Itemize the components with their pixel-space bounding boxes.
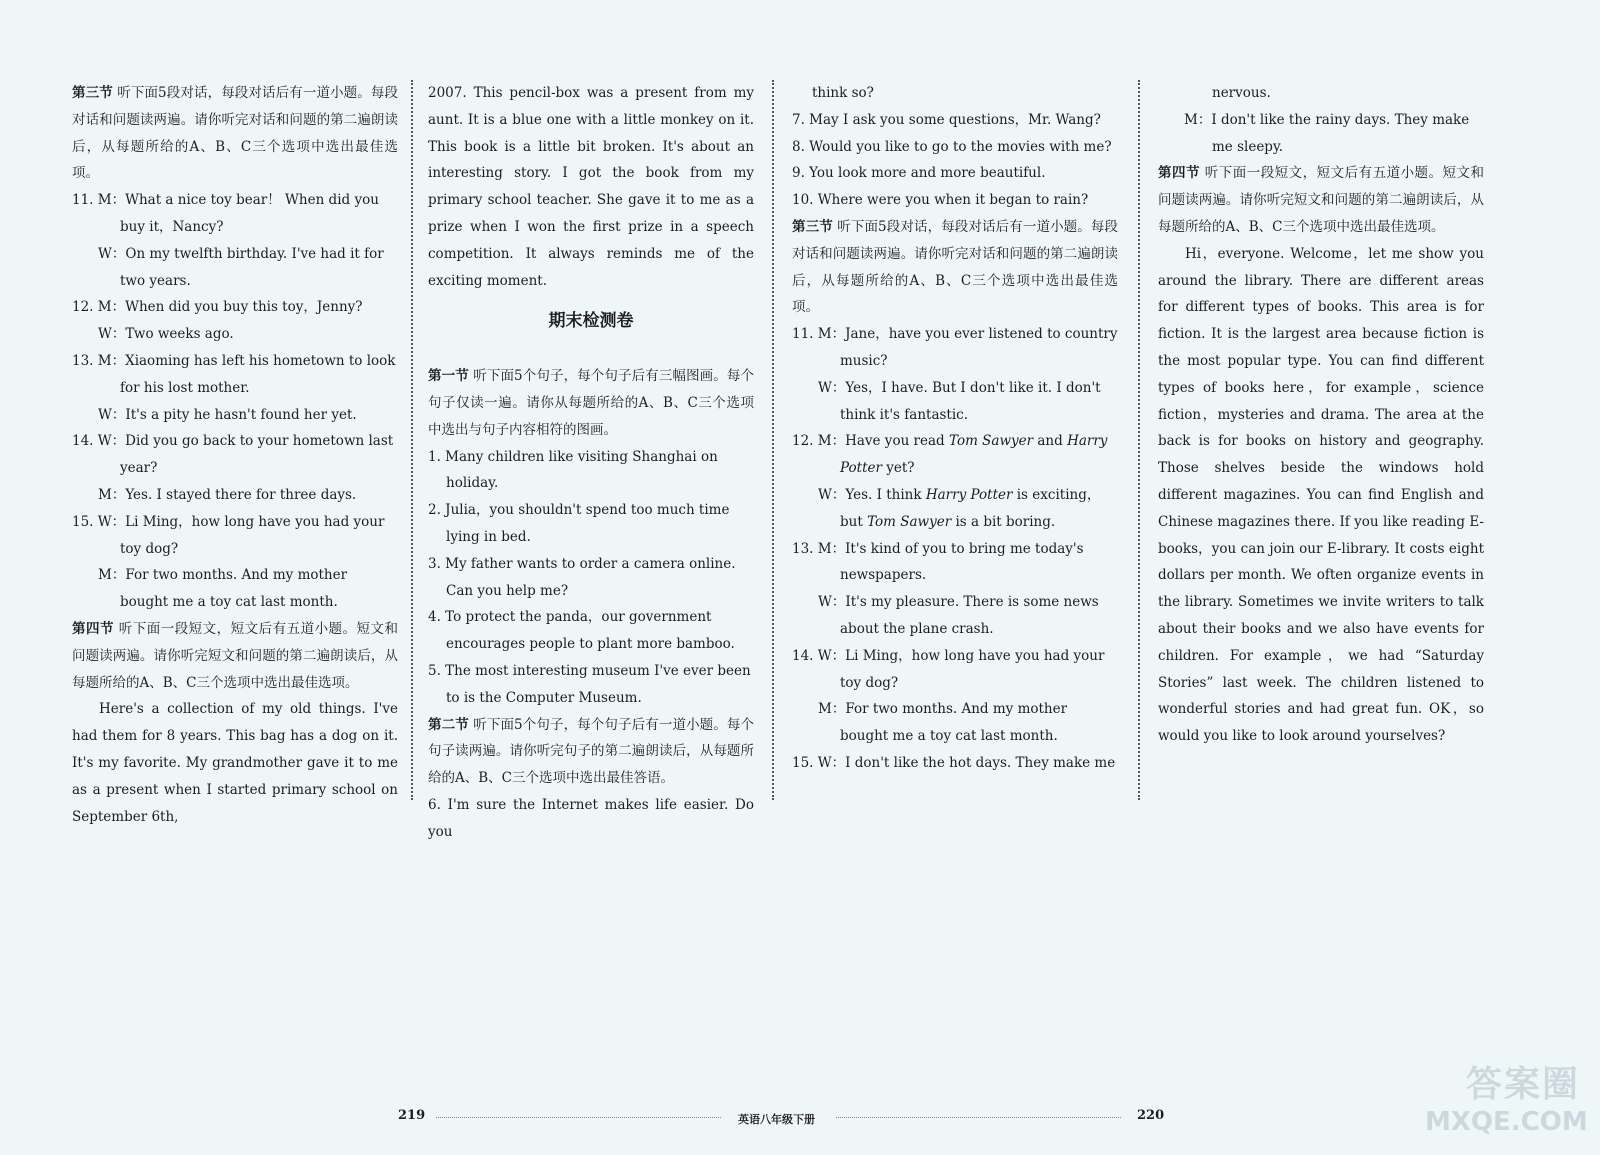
column-divider xyxy=(772,80,774,800)
section-heading: 第四节 xyxy=(1158,165,1200,182)
dialog-line: 11. M：Jane，have you ever listened to country music? xyxy=(792,326,1118,369)
column-4 xyxy=(1158,80,1484,750)
book-title: Harry Potter xyxy=(840,433,1108,477)
sentence-item: 2. Julia，you shouldn't spend too much time lying in bed. xyxy=(428,502,730,545)
dialog-line: 15. W：I don't like the hot days. They make me xyxy=(792,754,1116,771)
dialog-line: 13. M：It's kind of you to bring me today's newspapers. xyxy=(792,540,1084,584)
sentence-item: think so? xyxy=(812,85,874,101)
dialog-line: W：Yes. I think Harry Potter is exciting，but Tom Sawyer is a bit boring. xyxy=(818,486,1101,530)
section-heading: 第三节 xyxy=(792,218,833,235)
book-title: 英语八年级下册 xyxy=(738,1113,815,1126)
column-1 xyxy=(72,80,398,830)
dialog-line: M：I don't like the rainy days. They make me sleepy. xyxy=(1184,111,1470,155)
dialog-line: nervous. xyxy=(1212,85,1271,101)
dialog-line: M：Yes. I stayed there for three days. xyxy=(98,486,357,503)
page-number-left: 219 xyxy=(398,1108,426,1123)
column-divider xyxy=(411,80,413,800)
sentence-item: 9. You look more and more beautiful. xyxy=(792,165,1046,182)
dialog-line: 11. M：What a nice toy bear！ When did you buy it，Nancy? xyxy=(72,192,379,235)
sentence-item: 7. May I ask you some questions，Mr. Wang? xyxy=(792,111,1101,128)
watermark-text: 答案圈 xyxy=(1465,1064,1580,1105)
book-title: Tom Sawyer xyxy=(867,513,952,530)
section-4-instructions: 第四节 听下面一段短文，短文后有五道小题。短文和问题读两遍。请你听完短文和问题的第二遍朗读后，从每题所给的A、B、C三个选项中选出最佳选项。 xyxy=(72,620,399,691)
passage-text: Hi，everyone. Welcome，let me show you around the library. There are different areas for different types of books. This area is for fiction. It is the largest area because fiction is the most popular type. You can find different types of books here，for example，science fiction，mysteries and drama. The area at the back is for books on history and geography. Those shelves beside the windows hold different magazines. You can find English and Chinese magazines there. If you like reading E-books，you can join our E-library. It costs eight dollars per month. We often organize events in the library. Sometimes we invite writers to talk about their books and we also have events for children. For example，we had “Saturday Stories” last week. The children listened to wonderful stories and had great fun. OK，so would you like to look around yourselves? xyxy=(1158,245,1484,745)
dialog-line: 15. W：Li Ming，how long have you had your toy dog? xyxy=(72,513,385,557)
page-number-right: 220 xyxy=(1137,1108,1165,1123)
dialog-line: W：It's a pity he hasn't found her yet. xyxy=(98,406,357,423)
dialog-line: W：It's my pleasure. There is some news about the plane crash. xyxy=(818,594,1099,637)
sentence-item: 10. Where were you when it began to rain? xyxy=(792,192,1089,209)
section-2-instructions: 第二节 听下面5个句子，每个句子后有一道小题。每个句子读两遍。请你听完句子的第二遍朗读后，从每题所给的A、B、C三个选项中选出最佳答语。 xyxy=(428,716,754,787)
dialog-line: 14. W：Li Ming，how long have you had your toy dog? xyxy=(792,647,1105,691)
book-title: Harry Potter xyxy=(925,486,1013,503)
section-4-instructions: 第四节 听下面一段短文，短文后有五道小题。短文和问题读两遍。请你听完短文和问题的第二遍朗读后，从每题所给的A、B、C三个选项中选出最佳选项。 xyxy=(1158,165,1485,235)
section-heading: 第一节 xyxy=(428,368,469,385)
dialog-line: W：Yes，I have. But I don't like it. I don't think it's fantastic. xyxy=(818,379,1101,423)
dialog-line: M：For two months. And my mother bought me a toy cat last month. xyxy=(818,701,1068,745)
sentence-item: 6. I'm sure the Internet makes life easier. Do you xyxy=(428,796,754,840)
dialog-line: M：For two months. And my mother bought me a toy cat last month. xyxy=(98,567,348,611)
sentence-item: 4. To protect the panda，our government encourages people to plant more bamboo. xyxy=(428,609,735,653)
sentence-item: 8. Would you like to go to the movies with me? xyxy=(792,138,1112,155)
exam-title: 期末检测卷 xyxy=(548,311,634,332)
section-heading: 第二节 xyxy=(428,716,469,733)
section-heading: 第三节 xyxy=(72,85,113,101)
dialog-line: 12. M：When did you buy this toy，Jenny? xyxy=(72,299,363,316)
dialog-line: 14. W：Did you go back to your hometown last year? xyxy=(72,433,394,477)
dialog-line: 12. M：Have you read Tom Sawyer and Harry Potter yet? xyxy=(792,433,1108,477)
column-divider xyxy=(1138,80,1140,800)
dialog-line: W：On my twelfth birthday. I've had it for two years. xyxy=(98,245,384,289)
book-title: Tom Sawyer xyxy=(948,433,1034,450)
passage-text: 2007. This pencil-box was a present from my aunt. It is a blue one with a little monkey on it. This book is a little bit broken. It's about an interesting story. I got the book from my primary school teacher. She gave it to me as a prize when I won the first prize in a speech competition. It always reminds me of the exciting moment. xyxy=(428,85,754,289)
dialog-line: W：Two weeks ago. xyxy=(98,326,234,343)
sentence-item: 5. The most interesting museum I've ever been to is the Computer Museum. xyxy=(428,662,751,706)
watermark-url: MXQE.COM xyxy=(1425,1107,1588,1137)
watermark-logo xyxy=(1425,1056,1588,1137)
section-heading: 第四节 xyxy=(72,620,114,637)
sentence-item: 3. My father wants to order a camera online. Can you help me? xyxy=(428,555,736,599)
footer-rule xyxy=(836,1117,1121,1118)
dialog-line: 13. M：Xiaoming has left his hometown to look for his lost mother. xyxy=(72,352,396,396)
section-3-instructions: 第三节 听下面5段对话，每段对话后有一道小题。每段对话和问题读两遍。请你听完对话和问题的第二遍朗读后，从每题所给的A、B、C三个选项中选出最佳选项。 xyxy=(72,85,398,182)
footer-rule xyxy=(436,1117,721,1118)
column-3 xyxy=(792,80,1118,777)
sentence-item: 1. Many children like visiting Shanghai on holiday. xyxy=(428,448,718,492)
section-3-instructions: 第三节 听下面5段对话，每段对话后有一道小题。每段对话和问题读两遍。请你听完对话和问题的第二遍朗读后，从每题所给的A、B、C三个选项中选出最佳选项。 xyxy=(792,218,1118,316)
column-2 xyxy=(428,80,754,846)
passage-text: Here's a collection of my old things. I've had them for 8 years. This bag has a dog on it. It's my favorite. My grandmother gave it to me as a present when I started primary school on September 6th, xyxy=(72,701,398,825)
section-1-instructions: 第一节 听下面5个句子，每个句子后有三幅图画。每个句子仅读一遍。请你从每题所给的A、B、C三个选项中选出与句子内容相符的图画。 xyxy=(428,368,754,438)
